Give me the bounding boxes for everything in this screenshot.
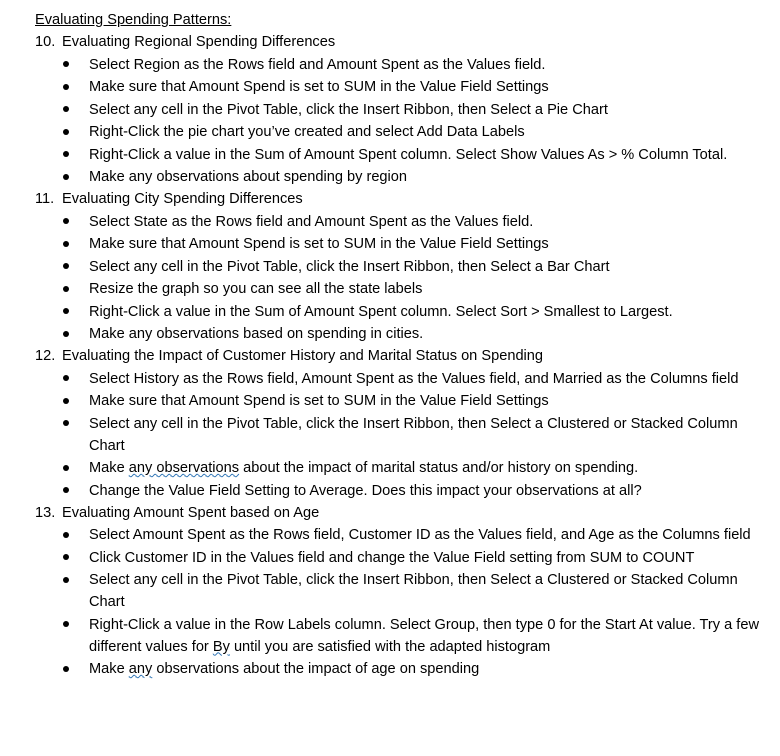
list-item: [35, 479, 773, 502]
bullet-icon: [63, 420, 69, 426]
list-item: [35, 412, 773, 457]
list-item-text: Select any cell in the Pivot Table, click the Insert Ribbon, then Select a Pie Chart: [89, 101, 608, 118]
list-item-text: Select Region as the Rows field and Amount Spent as the Values field.: [89, 56, 546, 73]
list-item-text: Click Customer ID in the Values field and change the Value Field setting from SUM to COUNT: [89, 549, 695, 566]
list-item: [35, 658, 773, 681]
list-item-text: Right-Click the pie chart you’ve created and select Add Data Labels: [89, 124, 525, 140]
bullet-icon: [63, 151, 69, 157]
list-item-text: Make sure that Amount Spend is set to SUM in the Value Field Settings: [89, 393, 549, 409]
list-item-text: Right-Click a value in the Sum of Amount Spent column. Select Sort > Smallest to Largest.: [89, 303, 673, 320]
list-item: [35, 166, 773, 189]
bullet-icon: [63, 621, 69, 627]
bullet-icon: [63, 554, 69, 560]
section-10: [35, 31, 773, 188]
bullet-icon: [63, 129, 69, 135]
bullet-list: [35, 524, 773, 681]
bullet-icon: [63, 532, 69, 538]
instruction-list: [35, 31, 773, 680]
section-number: 11.: [35, 191, 55, 207]
list-item: [35, 255, 773, 278]
list-item: [35, 569, 773, 614]
list-item: [35, 121, 773, 144]
list-item: [35, 323, 773, 346]
section-title: Evaluating Amount Spent based on Age: [62, 504, 320, 521]
document-title: Evaluating Spending Patterns:: [35, 12, 232, 28]
list-item-text: Select History as the Rows field, Amount Spent as the Values field, and Married as the Columns field: [89, 370, 739, 387]
list-item: [35, 457, 773, 480]
list-item: [35, 98, 773, 121]
section-title: Evaluating City Spending Differences: [62, 191, 303, 207]
bullet-list: [35, 367, 773, 502]
bullet-icon: [63, 465, 69, 471]
spellcheck-mark: By: [212, 638, 230, 655]
list-item-text: Make any observations about spending by region: [89, 169, 408, 185]
bullet-icon: [63, 286, 69, 292]
list-item-text: Right-Click a value in the Row Labels column. Select Group, then type 0 for the Start At value. Try a few different values for By until you are satisfied with the adapted histogram: [89, 616, 760, 655]
spellcheck-mark: any: [128, 661, 153, 677]
list-item-text: Select any cell in the Pivot Table, click the Insert Ribbon, then Select a Bar Chart: [89, 258, 610, 275]
bullet-icon: [63, 106, 69, 112]
spellcheck-mark: any observations: [128, 460, 240, 476]
bullet-list: [35, 53, 773, 188]
bullet-icon: [63, 666, 69, 672]
document-body: [35, 9, 773, 680]
list-item: [35, 143, 773, 166]
list-item-text: Make any observations about the impact of marital status and/or history on spending.: [89, 460, 639, 476]
section-heading: [35, 502, 773, 524]
bullet-icon: [63, 241, 69, 247]
list-item-text: Make any observations about the impact of age on spending: [89, 661, 480, 677]
bullet-list: [35, 210, 773, 345]
list-item-text: Make sure that Amount Spend is set to SUM in the Value Field Settings: [89, 236, 549, 252]
list-item-text: Select any cell in the Pivot Table, click the Insert Ribbon, then Select a Clustered or Stacked Column Chart: [89, 572, 738, 610]
section-number: 12.: [35, 348, 56, 364]
section-number: 13.: [35, 504, 56, 521]
list-item-text: Select State as the Rows field and Amount Spent as the Values field.: [89, 213, 534, 230]
section-title: Evaluating Regional Spending Differences: [62, 34, 336, 50]
bullet-icon: [63, 84, 69, 90]
bullet-icon: [63, 174, 69, 180]
section-12: [35, 345, 773, 502]
list-item: [35, 76, 773, 99]
list-item: [35, 390, 773, 413]
section-heading: [35, 345, 773, 367]
bullet-icon: [63, 577, 69, 583]
list-item-text: Right-Click a value in the Sum of Amount Spent column. Select Show Values As > % Column Total.: [89, 146, 728, 163]
list-item: [35, 278, 773, 301]
list-item: [35, 210, 773, 233]
bullet-icon: [63, 218, 69, 224]
bullet-icon: [63, 375, 69, 381]
list-item: [35, 524, 773, 547]
section-13: [35, 502, 773, 681]
bullet-icon: [63, 308, 69, 314]
list-item: [35, 546, 773, 569]
section-heading: [35, 188, 773, 210]
bullet-icon: [63, 331, 69, 337]
list-item-text: Resize the graph so you can see all the state labels: [89, 281, 423, 297]
bullet-icon: [63, 398, 69, 404]
bullet-icon: [63, 487, 69, 493]
list-item-text: Change the Value Field Setting to Average. Does this impact your observations at all?: [89, 482, 642, 499]
list-item: [35, 367, 773, 390]
list-item-text: Select any cell in the Pivot Table, click the Insert Ribbon, then Select a Clustered or Stacked Column Chart: [89, 415, 738, 454]
section-title: Evaluating the Impact of Customer History and Marital Status on Spending: [62, 348, 544, 364]
section-11: [35, 188, 773, 345]
section-number: 10.: [35, 34, 56, 50]
list-item-text: Select Amount Spent as the Rows field, Customer ID as the Values field, and Age as the Columns field: [89, 527, 751, 543]
list-item: [35, 300, 773, 323]
list-item-text: Make any observations based on spending in cities.: [89, 326, 424, 342]
bullet-icon: [63, 61, 69, 67]
list-item: [35, 53, 773, 76]
list-item: [35, 613, 773, 658]
list-item-text: Make sure that Amount Spend is set to SUM in the Value Field Settings: [89, 79, 549, 95]
list-item: [35, 233, 773, 256]
section-heading: [35, 31, 773, 53]
bullet-icon: [63, 263, 69, 269]
